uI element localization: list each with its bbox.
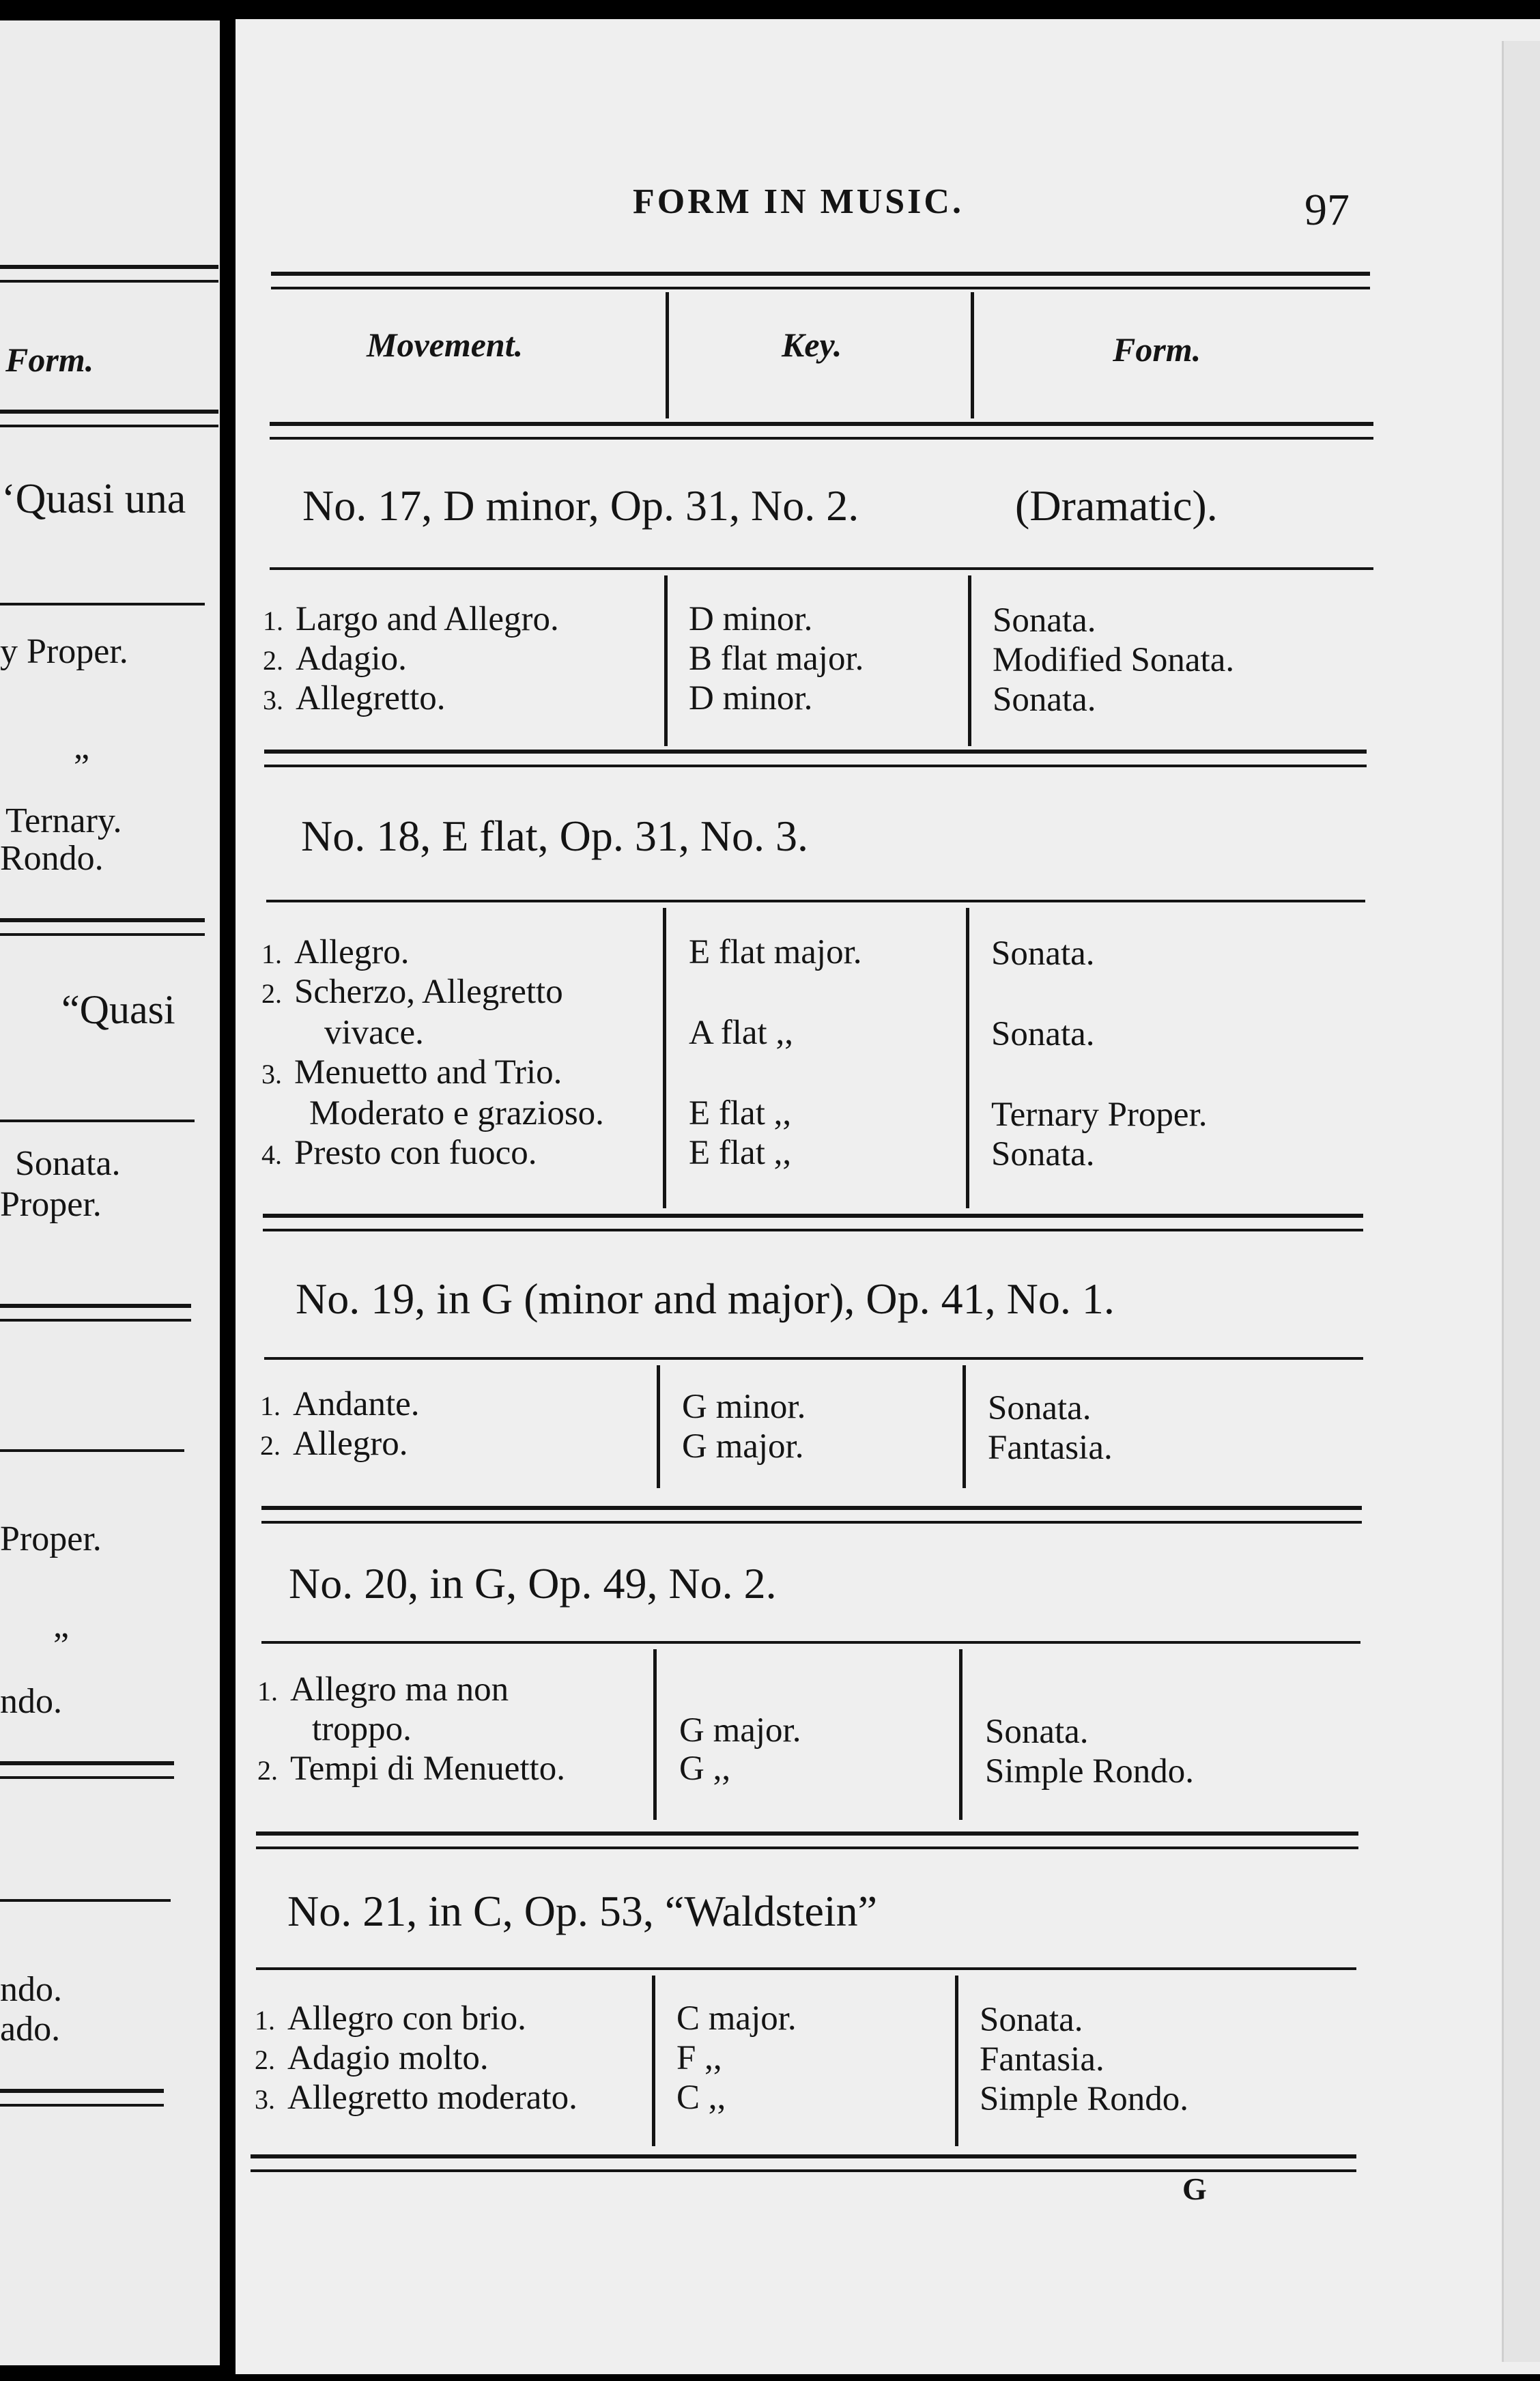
movement-cell-continued: troppo.: [312, 1710, 412, 1748]
movement-cell: Allegro.: [294, 933, 410, 971]
table-row: 4. Presto con fuoco.: [261, 1134, 537, 1172]
movement-cell-continued: Moderato e grazioso.: [309, 1094, 604, 1132]
sonata-heading: No. 18, E flat, Op. 31, No. 3.: [301, 812, 809, 860]
left-fragment: Proper.: [0, 1185, 102, 1224]
form-cell: Simple Rondo.: [980, 2080, 1189, 2118]
movement-cell: Presto con fuoco.: [294, 1134, 537, 1172]
section-end-rule: [264, 750, 1367, 767]
table-row: 2. Allegro.: [260, 1425, 408, 1463]
left-rule: [0, 1120, 195, 1122]
column-head-key: Key.: [782, 326, 842, 364]
movement-cell: Allegro ma non: [290, 1670, 509, 1709]
table-row: 1. Allegro.: [261, 933, 410, 971]
left-fragment: Rondo.: [0, 839, 104, 878]
left-fragment: „: [74, 728, 90, 767]
table-row: 3. Allegretto moderato.: [255, 2079, 578, 2117]
movement-cell: Tempi di Menuetto.: [290, 1750, 565, 1788]
form-cell: Sonata.: [993, 681, 1096, 719]
key-cell: D minor.: [689, 600, 813, 638]
key-cell: G minor.: [682, 1388, 806, 1426]
form-cell: Sonata.: [991, 1015, 1095, 1053]
sonata-heading: No. 20, in G, Op. 49, No. 2.: [289, 1559, 777, 1608]
form-cell: Sonata.: [991, 1135, 1095, 1173]
table-row: 3. Allegretto.: [263, 679, 446, 717]
left-rule: [0, 1449, 184, 1452]
movement-cell: Allegro.: [293, 1425, 408, 1463]
movement-cell: Adagio molto.: [287, 2039, 489, 2077]
table-row: 2. Adagio.: [263, 640, 407, 678]
form-cell: Sonata.: [988, 1389, 1092, 1427]
table-row: 1. Allegro con brio.: [255, 1999, 526, 2038]
running-head: FORM IN MUSIC.: [633, 182, 964, 221]
movement-cell: Allegretto moderato.: [287, 2079, 578, 2117]
form-cell: Ternary Proper.: [991, 1096, 1208, 1134]
key-cell: E flat major.: [689, 933, 862, 971]
left-rule: [0, 918, 205, 936]
movement-cell: Allegretto.: [296, 679, 446, 717]
col-divider: [653, 1649, 657, 1820]
left-rule: [0, 1304, 191, 1322]
key-cell: G major.: [682, 1427, 804, 1466]
key-cell: G major.: [679, 1711, 801, 1750]
key-cell: G ,,: [679, 1750, 731, 1788]
key-cell: C major.: [676, 1999, 797, 2038]
table-row: 2. Tempi di Menuetto.: [257, 1750, 565, 1788]
movement-cell-continued: vivace.: [324, 1014, 424, 1052]
left-rule: [0, 2089, 164, 2107]
movement-cell: Allegro con brio.: [287, 1999, 526, 2038]
section-end-rule: [256, 1831, 1358, 1849]
left-fragment: ado.: [0, 2010, 61, 2049]
section-end-rule: [251, 2154, 1356, 2172]
form-cell: Sonata.: [985, 1713, 1089, 1751]
table-row: 2. Scherzo, Allegretto: [261, 973, 563, 1011]
key-cell: C ,,: [676, 2079, 726, 2117]
form-cell: Simple Rondo.: [985, 1752, 1195, 1791]
col-divider: [955, 1976, 958, 2146]
key-cell: D minor.: [689, 679, 813, 717]
left-fragment: Proper.: [0, 1520, 102, 1558]
key-cell: A flat ,,: [689, 1014, 793, 1052]
section-rule: [264, 1357, 1363, 1360]
table-row: 2. Adagio molto.: [255, 2039, 489, 2077]
sonata-heading: No. 17, D minor, Op. 31, No. 2.: [302, 481, 859, 530]
left-rule: [0, 1899, 171, 1902]
left-page-strip: [0, 20, 220, 2365]
section-rule: [270, 567, 1373, 570]
section-rule: [266, 900, 1365, 902]
left-fragment: ndo.: [0, 1970, 62, 2009]
header-top-rule: [271, 272, 1370, 289]
form-cell: Sonata.: [993, 601, 1096, 640]
table-row: 3. Menuetto and Trio.: [261, 1053, 562, 1092]
left-fragment: „: [53, 1606, 70, 1645]
header-bottom-rule: [270, 422, 1373, 440]
form-cell: Modified Sonata.: [993, 641, 1235, 679]
signature-mark: G: [1182, 2171, 1207, 2206]
form-cell: Fantasia.: [980, 2040, 1104, 2079]
left-fragment: “Quasi: [61, 987, 175, 1032]
movement-cell: Scherzo, Allegretto: [294, 973, 563, 1011]
col-divider: [971, 292, 974, 418]
left-rule: [0, 603, 205, 605]
key-cell: E flat ,,: [689, 1094, 792, 1132]
column-head-form: Form.: [1113, 330, 1201, 369]
table-row: 1. Allegro ma non: [257, 1670, 509, 1709]
table-row: 1. Largo and Allegro.: [263, 600, 559, 638]
page-97: [236, 19, 1540, 2374]
col-divider: [652, 1976, 655, 2146]
key-cell: B flat major.: [689, 640, 864, 678]
key-cell: F ,,: [676, 2039, 722, 2077]
form-cell: Fantasia.: [988, 1429, 1113, 1467]
key-cell: E flat ,,: [689, 1134, 792, 1172]
left-rule: [0, 1761, 174, 1779]
col-divider: [666, 292, 669, 418]
col-divider: [664, 575, 668, 746]
section-end-rule: [261, 1506, 1362, 1524]
col-divider: [663, 908, 666, 1208]
movement-cell: Andante.: [293, 1385, 420, 1423]
col-divider: [959, 1649, 962, 1820]
left-rule: [0, 265, 218, 283]
col-divider: [968, 575, 971, 746]
left-fragment: ndo.: [0, 1682, 62, 1721]
sonata-subtitle: (Dramatic).: [1015, 481, 1218, 530]
column-head-movement: Movement.: [367, 326, 524, 364]
left-fragment: Ternary.: [5, 801, 122, 840]
left-fragment: y Proper.: [0, 632, 128, 671]
sonata-heading: No. 19, in G (minor and major), Op. 41, No. 1.: [296, 1274, 1115, 1323]
table-row: 1. Andante.: [260, 1385, 420, 1423]
sonata-heading: No. 21, in C, Op. 53, “Waldstein”: [287, 1887, 878, 1935]
form-cell: Sonata.: [980, 2001, 1083, 2039]
section-end-rule: [263, 1214, 1363, 1231]
col-divider: [966, 908, 969, 1208]
page-number: 97: [1304, 185, 1350, 235]
col-divider: [962, 1365, 966, 1488]
movement-cell: Menuetto and Trio.: [294, 1053, 562, 1092]
left-fragment: ‘Quasi una: [1, 476, 186, 522]
left-col-head: Form.: [5, 341, 94, 379]
col-divider: [657, 1365, 660, 1488]
page-edge: [1502, 41, 1540, 2362]
form-cell: Sonata.: [991, 935, 1095, 973]
movement-cell: Largo and Allegro.: [296, 600, 559, 638]
movement-cell: Adagio.: [296, 640, 407, 678]
left-rule: [0, 410, 218, 427]
left-fragment: Sonata.: [15, 1144, 121, 1183]
section-rule: [256, 1967, 1356, 1970]
section-rule: [261, 1641, 1360, 1644]
